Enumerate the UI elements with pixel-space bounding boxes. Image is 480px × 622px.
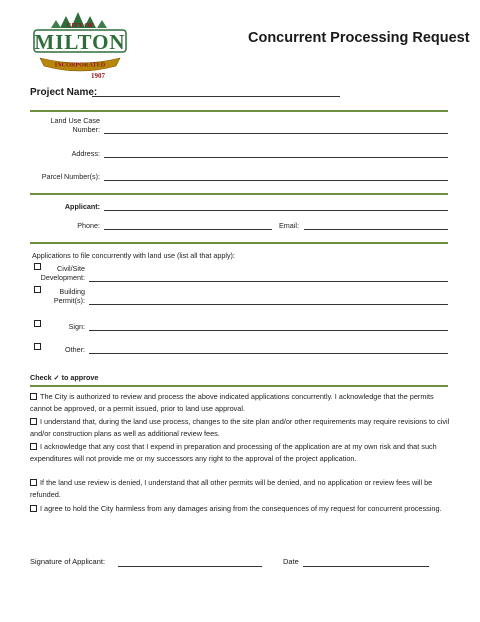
statement-1-checkbox[interactable] bbox=[30, 393, 37, 400]
statement-5: I agree to hold the City harmless from any damages arising from the consequences of my request for concurrent processing. bbox=[30, 503, 450, 515]
case-number-label: Land Use Case Number: bbox=[50, 116, 100, 134]
section-divider bbox=[30, 110, 448, 112]
logo-ribbon-text: INCORPORATED bbox=[54, 61, 106, 69]
statement-4: If the land use review is denied, I understand that all other permits will be denied, and no application or review fees will be refunded. bbox=[30, 478, 433, 499]
address-field[interactable] bbox=[104, 157, 448, 158]
project-name-field[interactable] bbox=[92, 96, 340, 97]
sign-label: Sign: bbox=[68, 322, 85, 331]
civil-site-label: Civil/Site Development: bbox=[40, 264, 85, 282]
logo-top-text: CITY OF bbox=[66, 22, 94, 29]
project-name-label: Project Name: bbox=[30, 87, 98, 98]
signature-label: Signature of Applicant: bbox=[30, 557, 106, 566]
email-field[interactable] bbox=[304, 229, 448, 230]
form-title: Concurrent Processing Request bbox=[248, 30, 470, 46]
parcel-number-field[interactable] bbox=[104, 180, 448, 181]
logo-city-name: MILTON bbox=[34, 30, 126, 54]
other-label: Other: bbox=[65, 345, 85, 354]
date-label: Date bbox=[283, 557, 299, 566]
email-label: Email: bbox=[279, 221, 299, 230]
statement-5-checkbox[interactable] bbox=[30, 505, 37, 512]
applicant-field[interactable] bbox=[104, 210, 448, 211]
statement-2: I understand that, during the land use process, changes to the site plan and/or other requirements may require revisions to civil and/or construction plans as well as additional review fees. bbox=[30, 417, 450, 438]
statement-3-checkbox[interactable] bbox=[30, 443, 37, 450]
section-divider bbox=[30, 242, 448, 244]
check-to-approve-heading: Check ✓ to approve bbox=[30, 373, 99, 382]
civil-site-field[interactable] bbox=[89, 281, 448, 282]
statement-3: I acknowledge that any cost that I expend in preparation and processing of the application are at my own risk and that such expenditures will not provide me or my successors any right to the approval of the project application. bbox=[30, 442, 437, 463]
city-of-milton-logo bbox=[26, 8, 134, 84]
address-label: Address: bbox=[71, 149, 100, 158]
date-field[interactable] bbox=[303, 566, 429, 567]
phone-field[interactable] bbox=[104, 229, 272, 230]
statement-2-checkbox[interactable] bbox=[30, 418, 37, 425]
case-number-field[interactable] bbox=[104, 133, 448, 134]
phone-label: Phone: bbox=[77, 221, 100, 230]
statement-4-checkbox[interactable] bbox=[30, 479, 37, 486]
statement-1: The City is authorized to review and process the above indicated applications concurrently. I acknowledge that the permits cannot be approved, or a permit issued, prior to land use approval. bbox=[30, 392, 434, 413]
other-field[interactable] bbox=[89, 353, 448, 354]
logo-year: 1907 bbox=[91, 72, 105, 80]
signature-field[interactable] bbox=[118, 566, 262, 567]
sign-field[interactable] bbox=[89, 330, 448, 331]
building-permit-label: Building Permit(s): bbox=[53, 287, 85, 305]
applicant-label: Applicant: bbox=[64, 202, 100, 211]
applications-intro: Applications to file concurrently with land use (list all that apply): bbox=[32, 251, 235, 260]
section-divider bbox=[30, 193, 448, 195]
building-permit-field[interactable] bbox=[89, 304, 448, 305]
parcel-number-label: Parcel Number(s): bbox=[41, 172, 100, 181]
section-divider bbox=[30, 385, 448, 387]
